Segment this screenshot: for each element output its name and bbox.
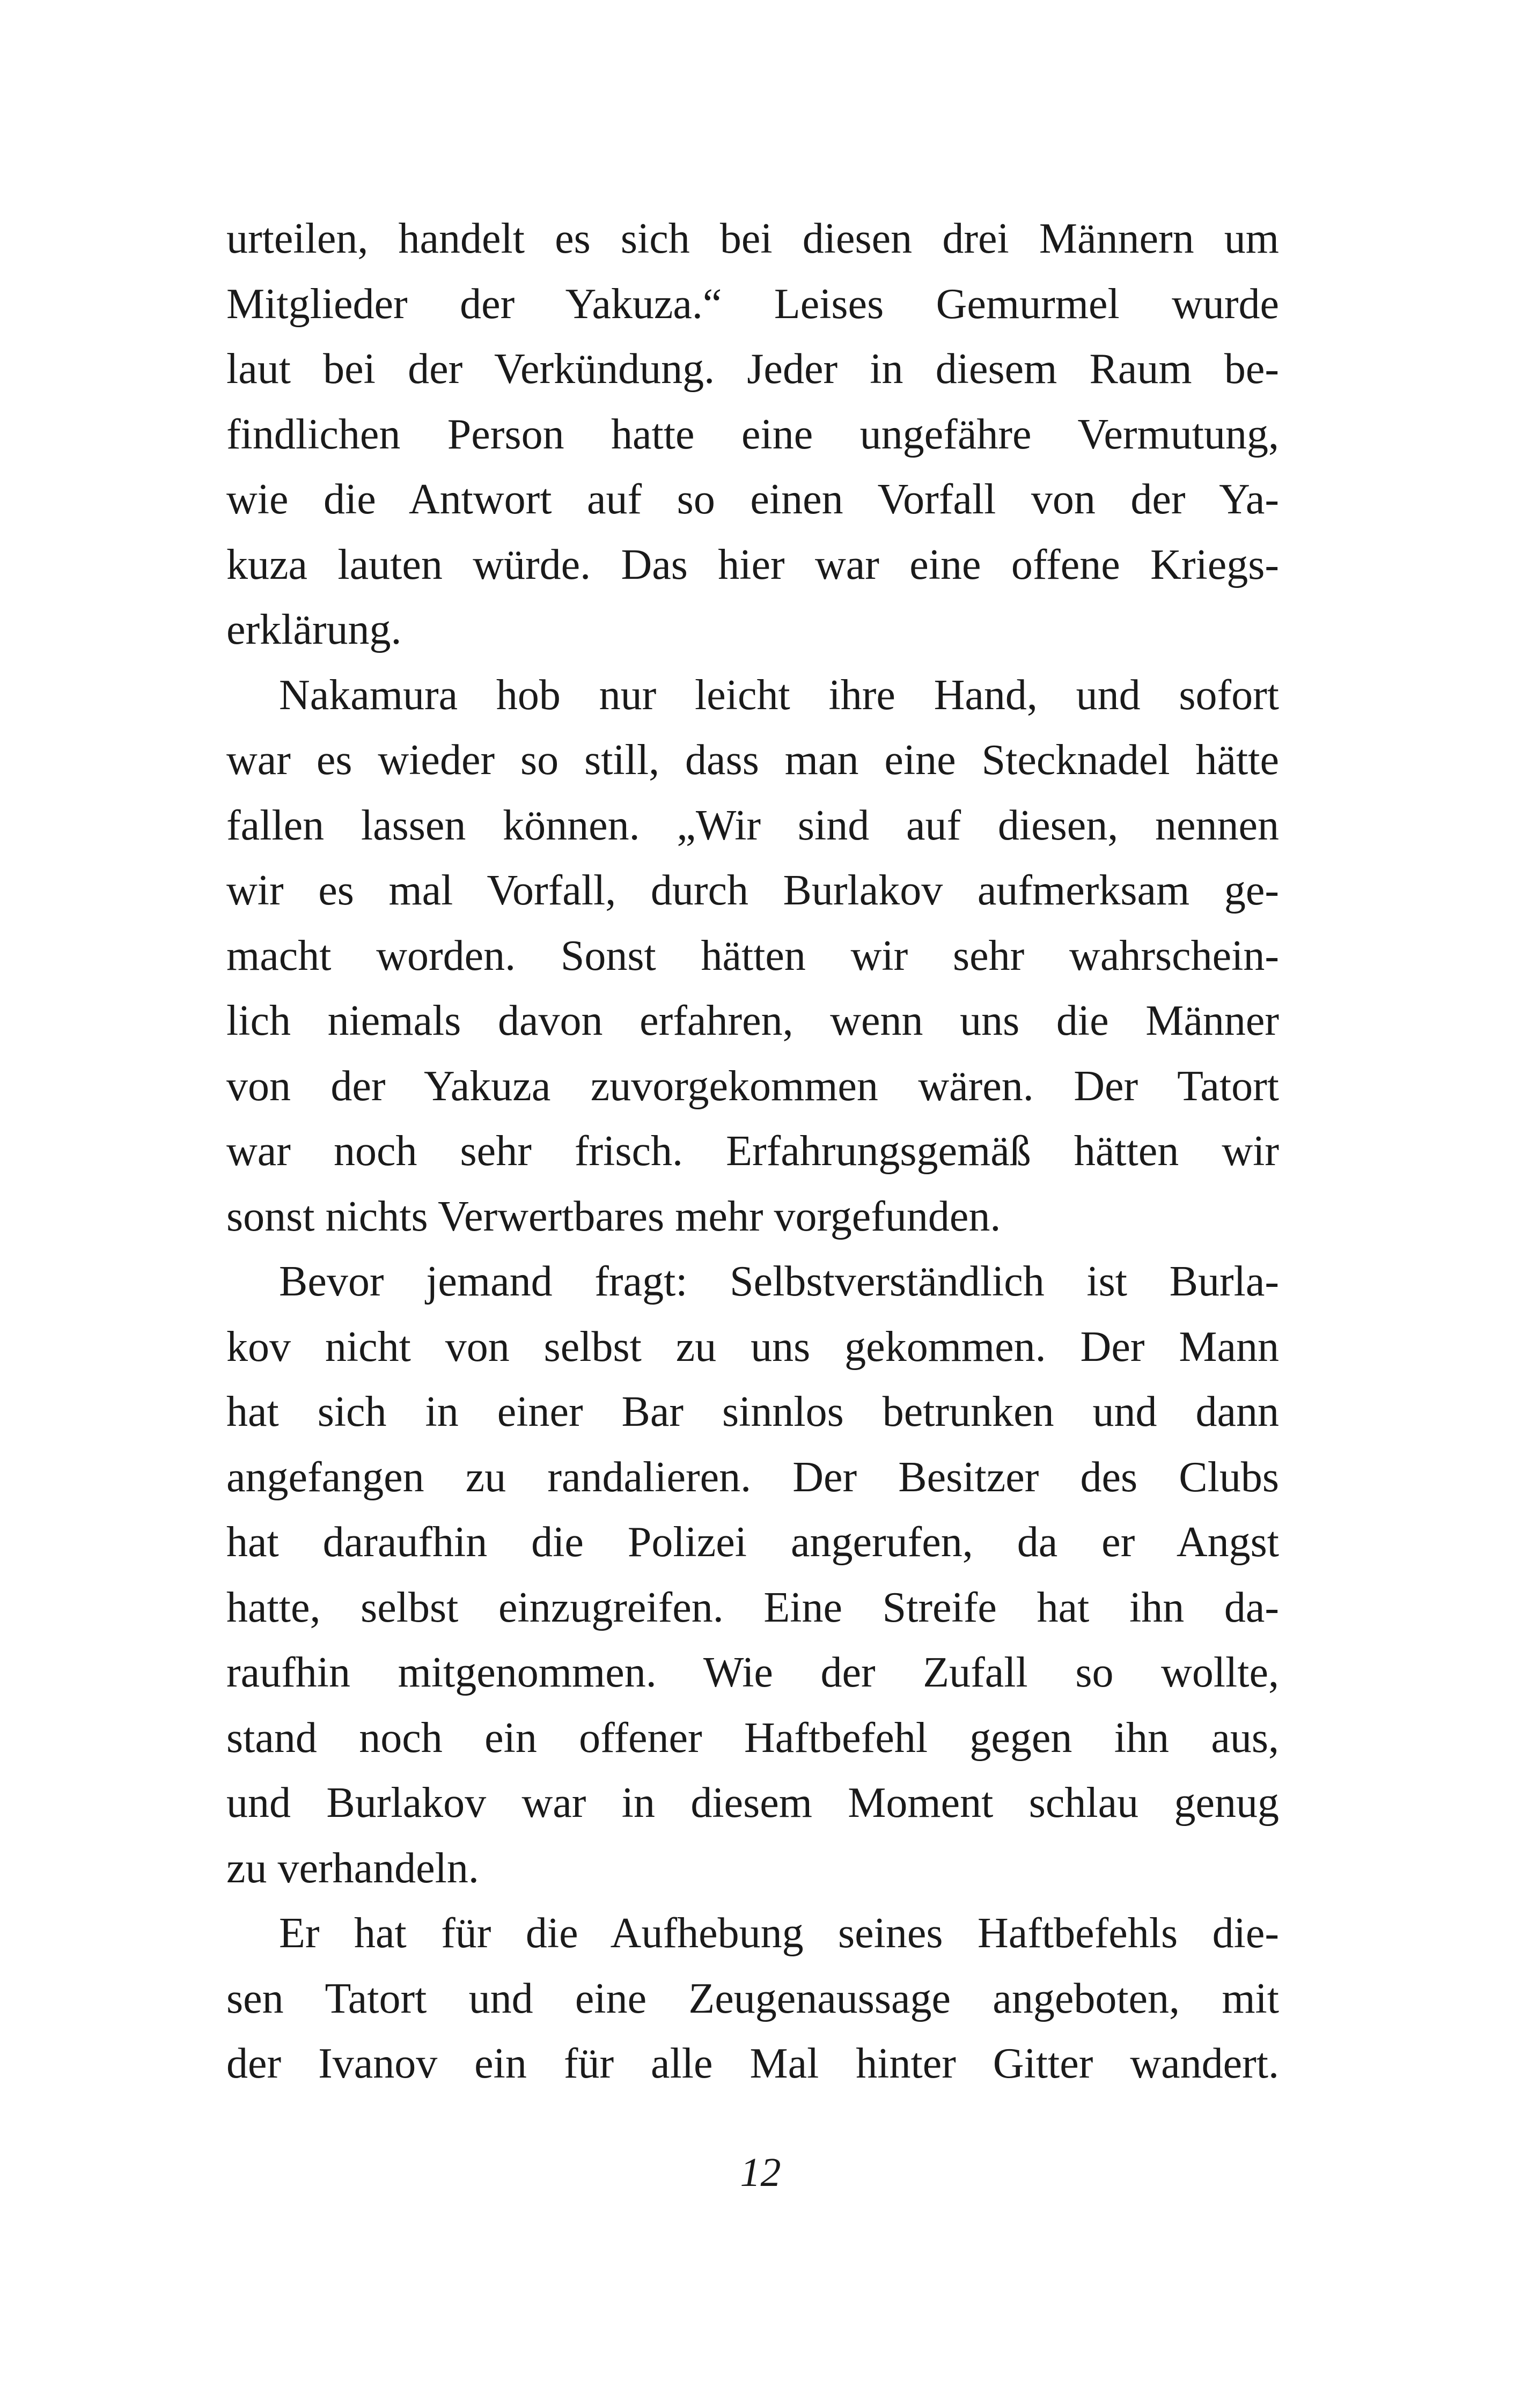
text-line: urteilen, handelt es sich bei diesen drei Männern um	[226, 215, 1279, 262]
text-line: sen Tatort und eine Zeugenaussage angeboten, mit	[226, 1975, 1279, 2022]
text-line: stand noch ein offener Haftbefehl gegen ihn aus,	[226, 1714, 1279, 1762]
text-line: von der Yakuza zuvorgekommen wären. Der Tatort	[226, 1062, 1279, 1110]
text-line: Mitglieder der Yakuza.“ Leises Gemurmel wurde	[226, 280, 1279, 328]
text-line: angefangen zu randalieren. Der Besitzer des Clubs	[226, 1453, 1279, 1501]
text-line: wie die Antwort auf so einen Vorfall von der Ya-	[226, 476, 1279, 523]
text-line: findlichen Person hatte eine ungefähre Vermutung,	[226, 410, 1279, 458]
text-line: Bevor jemand fragt: Selbstverständlich ist Burla-	[279, 1258, 1279, 1305]
text-line: lich niemals davon erfahren, wenn uns die Männer	[226, 997, 1279, 1044]
text-line: sonst nichts Verwertbares mehr vorgefunden.	[226, 1192, 1001, 1240]
text-line: kov nicht von selbst zu uns gekommen. Der Mann	[226, 1323, 1279, 1371]
text-line: Nakamura hob nur leicht ihre Hand, und sofort	[279, 671, 1279, 719]
text-line: und Burlakov war in diesem Moment schlau genug	[226, 1779, 1279, 1827]
text-line: Er hat für die Aufhebung seines Haftbefehls die-	[279, 1910, 1279, 1957]
text-line: fallen lassen können. „Wir sind auf diesen, nennen	[226, 801, 1279, 849]
text-line: zu verhandeln.	[226, 1844, 479, 1892]
text-line: raufhin mitgenommen. Wie der Zufall so wollte,	[226, 1649, 1279, 1696]
text-line: laut bei der Verkündung. Jeder in diesem Raum be-	[226, 345, 1279, 393]
body-text	[226, 207, 1279, 2097]
text-line: macht worden. Sonst hätten wir sehr wahrschein-	[226, 932, 1279, 980]
text-line: wir es mal Vorfall, durch Burlakov aufmerksam ge-	[226, 867, 1279, 914]
text-line: hatte, selbst einzugreifen. Eine Streife hat ihn da-	[226, 1584, 1279, 1631]
text-line: war noch sehr frisch. Erfahrungsgemäß hätten wir	[226, 1128, 1279, 1175]
text-line: kuza lauten würde. Das hier war eine offene Kriegs-	[226, 541, 1279, 588]
page-number: 12	[740, 2150, 781, 2195]
text-line: war es wieder so still, dass man eine Stecknadel hätte	[226, 737, 1279, 784]
text-line: erklärung.	[226, 606, 402, 653]
text-line: hat sich in einer Bar sinnlos betrunken und dann	[226, 1388, 1279, 1435]
text-line: hat daraufhin die Polizei angerufen, da er Angst	[226, 1519, 1279, 1566]
text-line: der Ivanov ein für alle Mal hinter Gitter wandert.	[226, 2040, 1279, 2087]
